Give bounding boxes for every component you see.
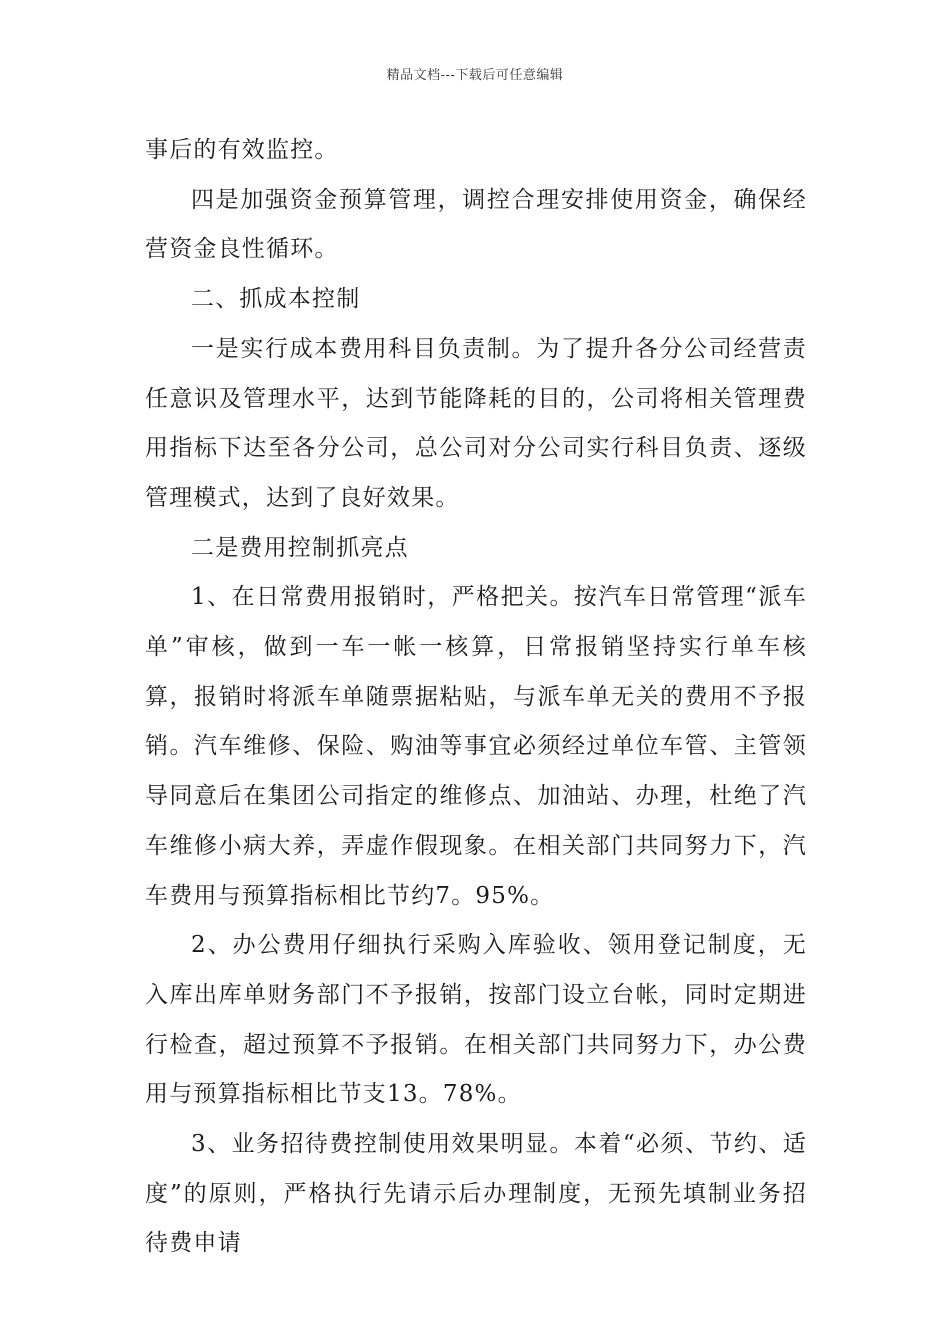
section-heading-cost-control: 二、抓成本控制	[191, 286, 361, 313]
paragraph-vehicle-expenses: 1、在日常费用报销时，严格把关。按汽车日常管理“派车单”审核，做到一车一帐一核算，日常报销坚持实行单车核算，报销时将派车单随票据粘贴，与派车单无关的费用不予报销。汽车维修、保险、购油等事宜必须经过单位车管、主管领导同意后在集团公司指定的维修点、加油站、办理，杜绝了汽车维修小病大养，弄虚作假现象。在相关部门共同努力下，汽车费用与预算指标相比节约7。95%。	[145, 584, 807, 909]
paragraph-hospitality-expenses: 3、业务招待费控制使用效果明显。本着“必须、节约、适度”的原则，严格执行先请示后办理制度，无预先填制业务招待费申请	[145, 1131, 807, 1257]
paragraph-fund-budget: 四是加强资金预算管理，调控合理安排使用资金，确保经营资金良性循环。	[145, 186, 807, 263]
page-header: 精品文档---下载后可任意编辑	[386, 68, 564, 83]
paragraph-cost-responsibility: 一是实行成本费用科目负责制。为了提升各分公司经营责任意识及管理水平，达到节能降耗的目的，公司将相关管理费用指标下达至各分公司，总公司对分公司实行科目负责、逐级管理模式，达到了良好效果。	[145, 335, 807, 511]
subheading-expense-control: 二是费用控制抓亮点	[191, 534, 409, 561]
paragraph-continuation: 事后的有效监控。	[145, 137, 339, 163]
paragraph-office-expenses: 2、办公费用仔细执行采购入库验收、领用登记制度，无入库出库单财务部门不予报销，按部门设立台帐，同时定期进行检查，超过预算不予报销。在相关部门共同努力下，办公费用与预算指标相比节支13。78%。	[145, 932, 807, 1108]
document-body	[145, 126, 807, 1269]
